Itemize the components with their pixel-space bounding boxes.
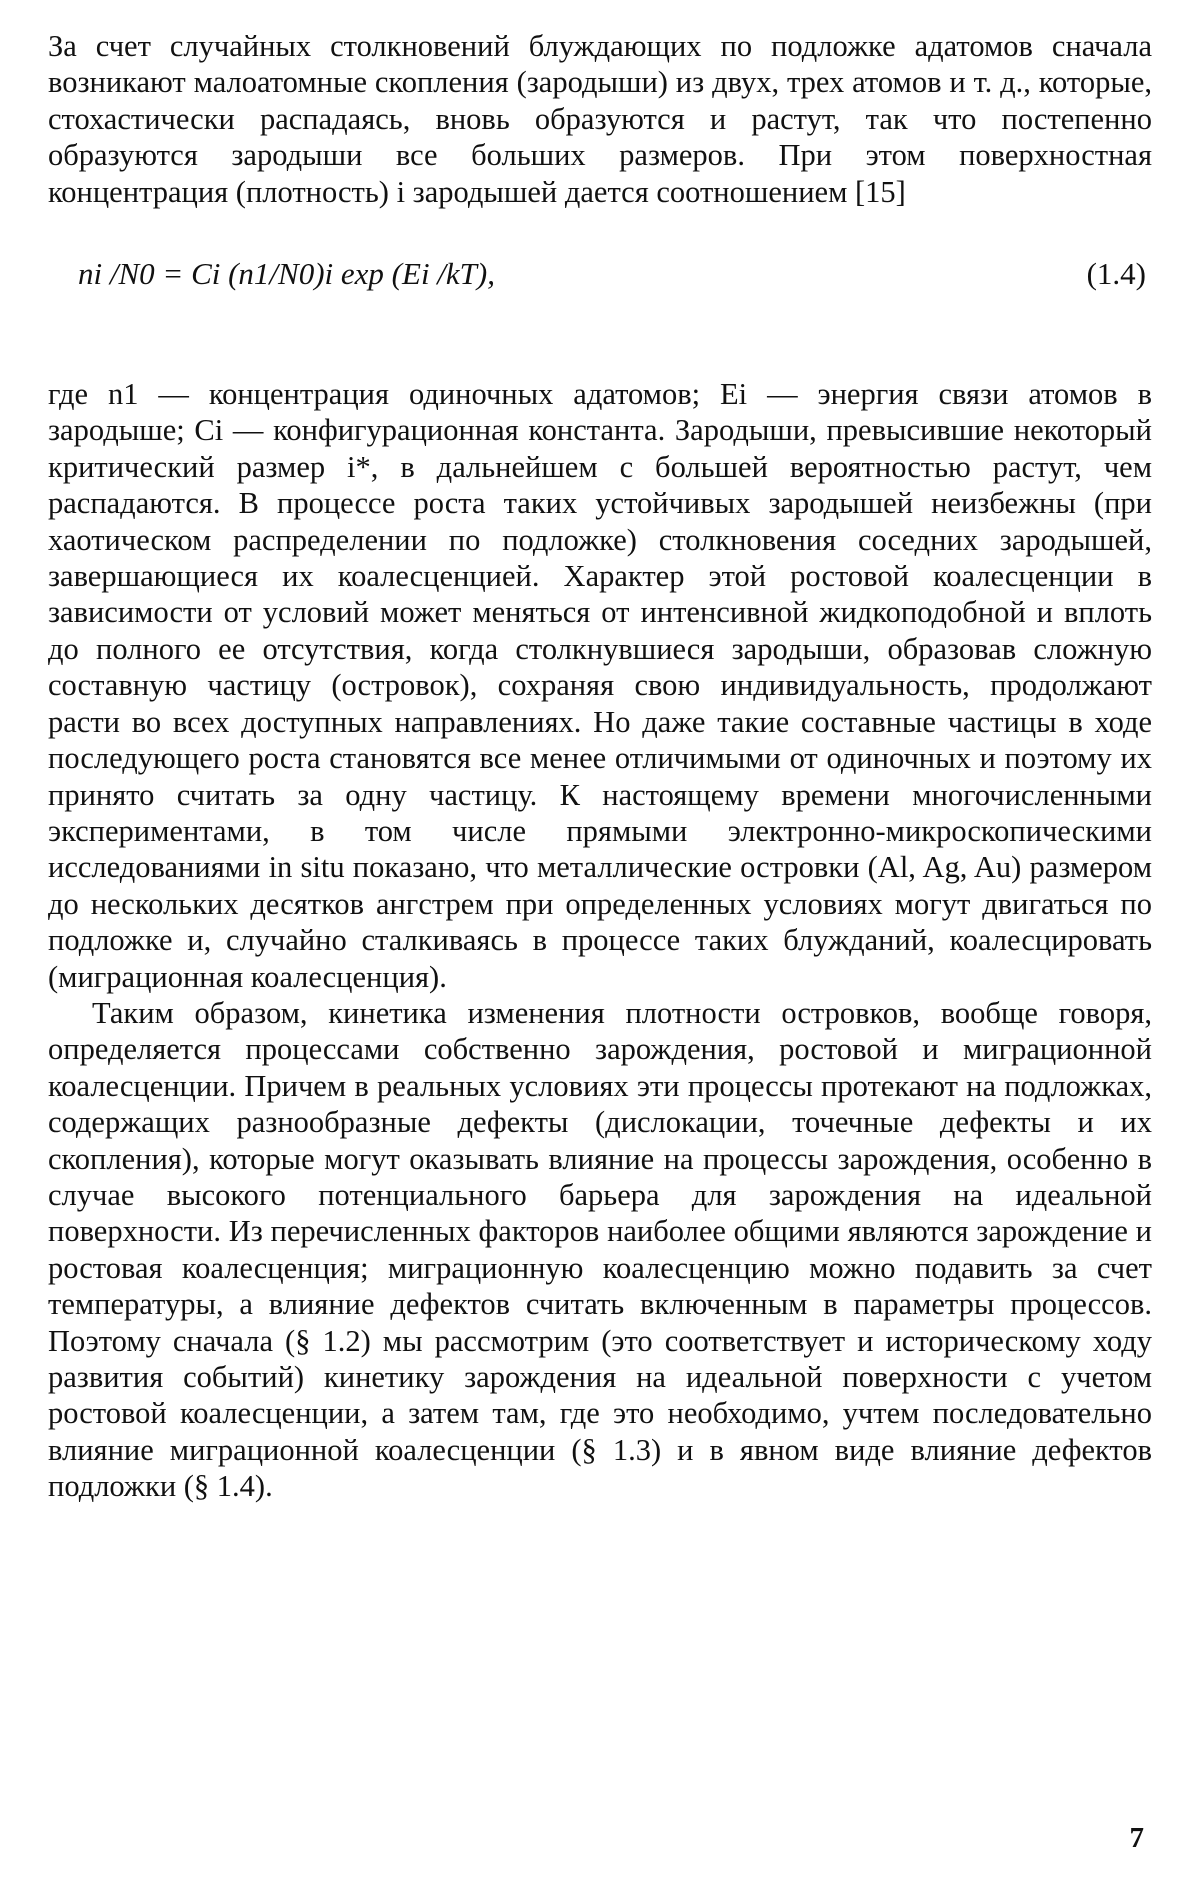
equation-1-4 <box>48 244 1152 304</box>
paragraph-intro: За счет случайных столкновений блуждающих по подложке адатомов сначала возникают малоатомные скопления (зародыши) из двух, трех атомов и т. д., которые, стохастически распадаясь, вновь образуются и растут, так что постепенно образуются зародыши все больших размеров. При этом поверхностная концентрация (плотность) i зародышей дается соотношением [15] <box>48 29 1152 209</box>
page-number: 7 <box>1129 1822 1144 1854</box>
paragraph-definitions: где n1 — концентрация одиночных адатомов; Ei — энергия связи атомов в зародыше; Ci — конфигурационная константа. Зародыши, превысившие некоторый критический размер i*, в дальнейшем с большей вероятностью растут, чем распадаются. В процессе роста таких устойчивых зародышей неизбежны (при хаотическом распределении по подложке) столкновения соседних зародышей, завершающиеся их коалесценцией. Характер этой ростовой коалесценции в зависимости от условий может меняться от интенсивной жидкоподобной и вплоть до полного ее отсутствия, когда столкнувшиеся зародыши, образовав сложную составную частицу (островок), сохраняя свою индивидуальность, продолжают расти во всех доступных направлениях. Но даже такие составные частицы в ходе последующего роста становятся все менее отличимыми от одиночных и поэтому их принято считать за одну частицу. К настоящему времени многочисленными экспериментами, в том числе прямыми электронно-микроскопическими исследованиями in situ показано, что металлические островки (Al, Ag, Au) размером до нескольких десятков ангстрем при определенных условиях могут двигаться по подложке и, случайно сталкиваясь в процессе таких блужданий, коалесцировать (миграционная коалесценция). <box>48 377 1152 994</box>
equation-expression: ni /N0 = Ci (n1/N0)i exp (Ei /kT), <box>78 256 495 292</box>
paragraph-conclusion: Таким образом, кинетика изменения плотности островков, вообще говоря, определяется процессами собственно зарождения, ростовой и миграционной коалесценции. Причем в реальных условиях эти процессы протекают на подложках, содержащих разнообразные дефекты (дислокации, точечные дефекты и их скопления), которые могут оказывать влияние на процессы зарождения, особенно в случае высокого потенциального барьера для зарождения на идеальной поверхности. Из перечисленных факторов наиболее общими являются зарождение и ростовая коалесценция; миграционную коалесценцию можно подавить за счет температуры, а влияние дефектов считать включенным в параметры процессов. Поэтому сначала (§ 1.2) мы рассмотрим (это соответствует и историческому ходу развития событий) кинетику зарождения на идеальной поверхности с учетом ростовой коалесценции, а затем там, где это необходимо, учтем последовательно влияние миграционной коалесценции (§ 1.3) и в явном виде влияние дефектов подложки (§ 1.4). <box>48 995 1152 1504</box>
equation-number: (1.4) <box>1086 256 1146 292</box>
page-body <box>48 28 1152 1505</box>
